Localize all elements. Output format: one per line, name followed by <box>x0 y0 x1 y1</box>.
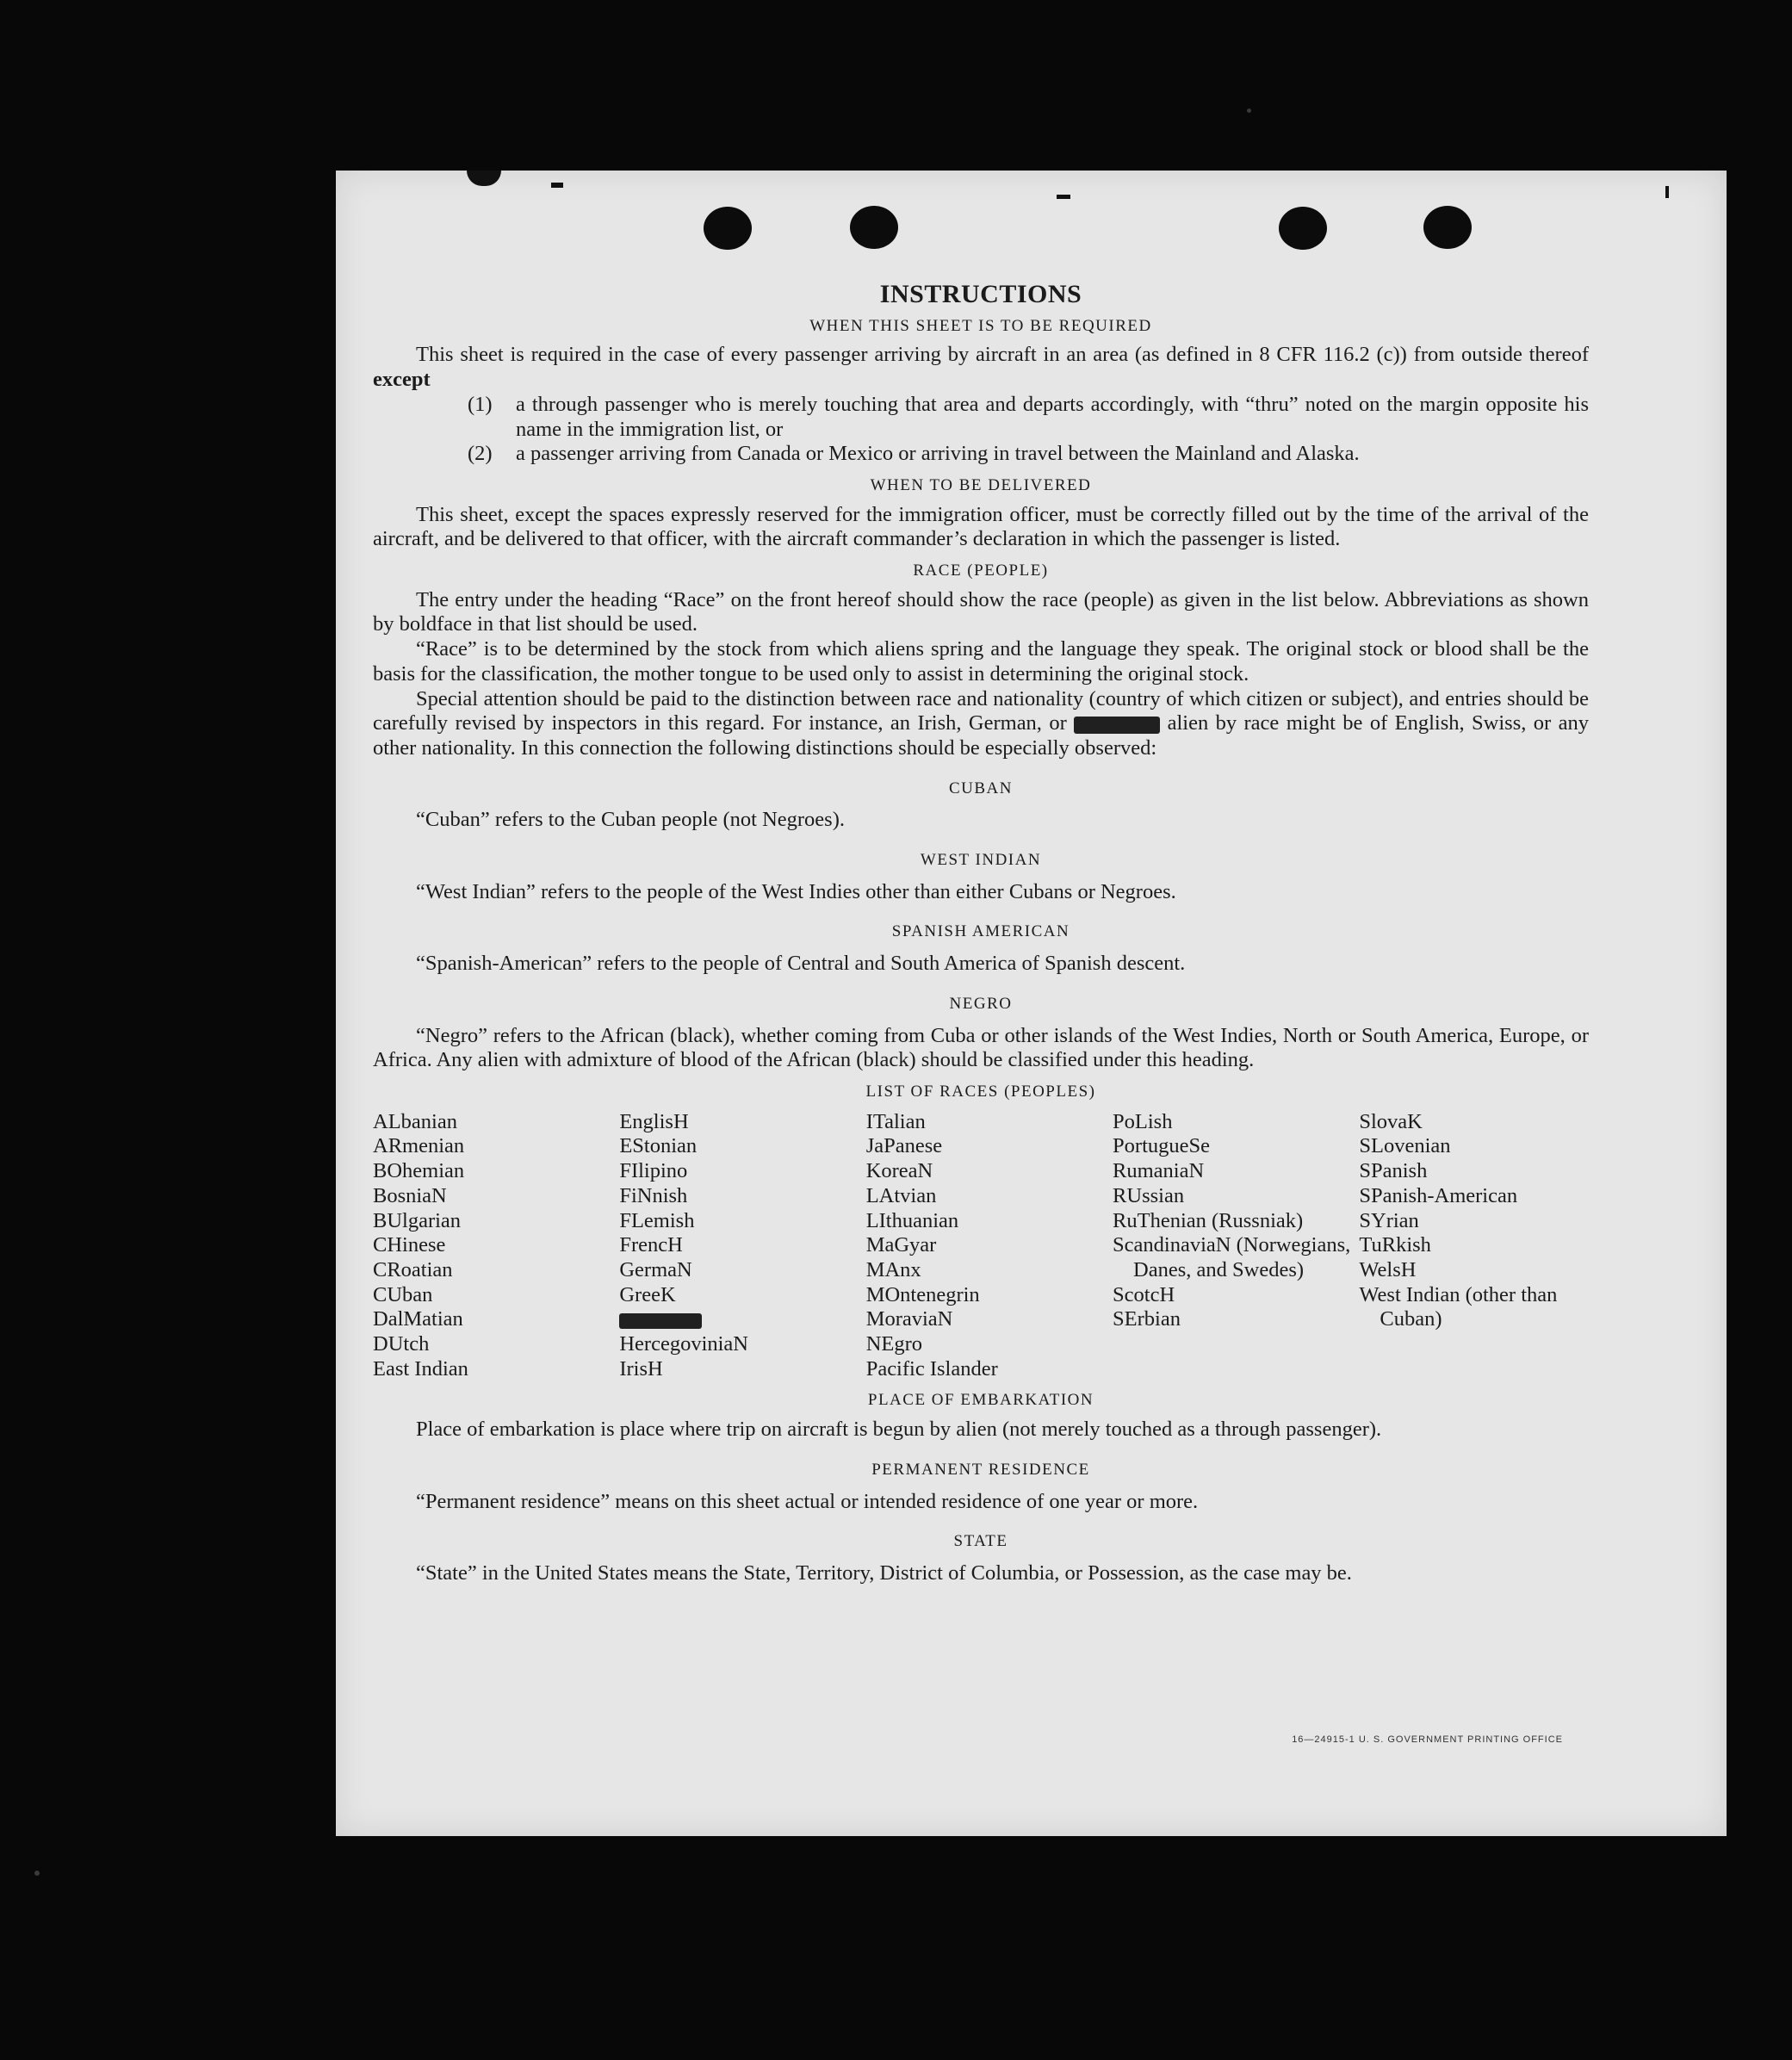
race-item: ALbanian <box>373 1109 457 1133</box>
race-item <box>619 1307 865 1332</box>
race-item: ARmenian <box>373 1134 465 1158</box>
heading-embarkation: PLACE OF EMBARKATION <box>867 1391 1094 1410</box>
paragraph-spanish-american: “Spanish-American” refers to the people of Central and South America of Spanish descent. <box>416 952 1186 976</box>
race-item: BOhemian <box>373 1159 465 1183</box>
race-column <box>373 1110 619 1382</box>
race-item: SErbian <box>1113 1307 1181 1331</box>
paragraph-required <box>373 343 1589 392</box>
race-item: FrencH <box>619 1233 683 1257</box>
race-item: FiNnish <box>619 1183 688 1207</box>
race-item: GermaN <box>619 1257 692 1281</box>
paragraph-residence: “Permanent residence” means on this sheet actual or intended residence of one year or more. <box>416 1489 1199 1513</box>
page-title: INSTRUCTIONS <box>879 280 1082 308</box>
condition-1 <box>468 393 1589 442</box>
race-item: RUssian <box>1113 1183 1185 1207</box>
paragraph-embarkation: Place of embarkation is place where trip on aircraft is begun by alien (not merely touched as a through passenger). <box>416 1418 1382 1442</box>
race-item: LIthuanian <box>865 1208 959 1232</box>
race-item: FIlipino <box>619 1159 688 1183</box>
condition-number: (2) <box>468 442 493 466</box>
race-item: WelsH <box>1359 1257 1417 1281</box>
scan-speck <box>34 1871 40 1876</box>
race-item: RumaniaN <box>1113 1159 1205 1183</box>
race-item: PoLish <box>1113 1109 1173 1133</box>
race-item: MOntenegrin <box>865 1282 980 1306</box>
heading-spanish-american: SPANISH AMERICAN <box>891 922 1070 941</box>
printing-office-code: 16—24915-1 U. S. GOVERNMENT PRINTING OFFICE <box>1292 1734 1563 1745</box>
race-item: MoraviaN <box>865 1307 953 1331</box>
redaction-mark <box>1074 717 1160 734</box>
race-item: SLovenian <box>1359 1134 1451 1158</box>
race-item: BosniaN <box>373 1183 447 1207</box>
race-item: HercegoviniaN <box>619 1332 748 1356</box>
paragraph-cuban: “Cuban” refers to the Cuban people (not Negroes). <box>416 808 845 832</box>
race-item: DUtch <box>373 1332 430 1356</box>
heading-required: WHEN THIS SHEET IS TO BE REQUIRED <box>809 316 1152 335</box>
condition-text: a passenger arriving from Canada or Mexico or arriving in travel between the Mainland and Alaska. <box>516 442 1360 466</box>
paragraph-negro: “Negro” refers to the African (black), whether coming from Cuba or other islands of the West Indies, North or South America, Europe, or Africa. Any alien with admixture of blood of the African (black) should be classified under this heading. <box>373 1023 1589 1072</box>
heading-state: STATE <box>953 1532 1008 1551</box>
race-3-b: alien by race might be of English, Swiss, or any other nationality. In this connection the following distinctions should be especially observed: <box>373 711 1589 760</box>
condition-2 <box>468 442 1589 467</box>
punch-hole <box>1423 206 1472 249</box>
race-column <box>1359 1110 1589 1382</box>
race-item: NEgro <box>865 1332 923 1356</box>
race-item: Pacific Islander <box>865 1356 998 1381</box>
heading-cuban: CUBAN <box>948 779 1013 797</box>
race-item: MAnx <box>865 1257 921 1281</box>
paragraph-race-3 <box>373 687 1589 761</box>
heading-residence: PERMANENT RESIDENCE <box>871 1460 1090 1479</box>
race-list <box>373 1110 1589 1382</box>
heading-west-indian: WEST INDIAN <box>920 851 1042 870</box>
race-item: EStonian <box>619 1134 698 1158</box>
tear-mark <box>551 183 563 188</box>
race-item: West Indian (other than Cuban) <box>1359 1282 1558 1331</box>
race-item: IrisH <box>619 1356 663 1381</box>
heading-negro: NEGRO <box>949 994 1013 1013</box>
heading-delivered: WHEN TO BE DELIVERED <box>870 475 1092 494</box>
tear-mark <box>467 171 501 186</box>
punch-hole <box>1279 207 1327 250</box>
race-item: SYrian <box>1359 1208 1419 1232</box>
paragraph-state: “State” in the United States means the State, Territory, District of Columbia, or Possession, as the case may be. <box>416 1561 1352 1585</box>
punch-hole <box>850 206 898 249</box>
race-item: SPanish-American <box>1359 1183 1518 1207</box>
race-item: PortugueSe <box>1113 1134 1210 1158</box>
document-sheet <box>336 171 1727 1836</box>
required-intro: This sheet is required in the case of every passenger arriving by aircraft in an area (as defined in 8 CFR 116.2 (c)) from outside thereof <box>416 343 1589 367</box>
scan-speck <box>1247 109 1251 113</box>
race-item: CUban <box>373 1282 433 1306</box>
race-item: ITalian <box>865 1109 926 1133</box>
race-item: LAtvian <box>865 1183 937 1207</box>
punch-hole <box>704 207 752 250</box>
heading-list-of-races: LIST OF RACES (PEOPLES) <box>865 1082 1096 1101</box>
race-item: BUlgarian <box>373 1208 462 1232</box>
race-column <box>1113 1110 1359 1382</box>
redaction-mark <box>619 1313 702 1329</box>
race-column <box>619 1110 865 1382</box>
race-item: CRoatian <box>373 1257 453 1281</box>
instructions-text <box>373 282 1589 1586</box>
paragraph-race-1: The entry under the heading “Race” on the front hereof should show the race (people) as given in the list below. Abbreviations as shown by boldface in that list should be used. <box>373 587 1589 636</box>
paragraph-delivered: This sheet, except the spaces expressly reserved for the immigration officer, must be correctly filled out by the time of the arrival of the aircraft, and be delivered to that officer, with the aircraft commander’s declaration in which the passenger is listed. <box>373 502 1589 551</box>
race-item: KoreaN <box>865 1159 933 1183</box>
paragraph-race-2: “Race” is to be determined by the stock from which aliens spring and the language they speak. The original stock or blood shall be the basis for the classification, the mother tongue to be used only to assist in determining the original stock. <box>373 637 1589 686</box>
race-item: SlovaK <box>1359 1109 1423 1133</box>
race-item: FLemish <box>619 1208 695 1232</box>
race-item: ScandinaviaN (Norwegians, Danes, and Swedes) <box>1113 1233 1351 1281</box>
race-item: JaPanese <box>865 1134 943 1158</box>
race-item: East Indian <box>373 1356 468 1381</box>
condition-number: (1) <box>468 392 493 416</box>
race-item: GreeK <box>619 1282 676 1306</box>
tear-mark <box>1665 186 1669 198</box>
race-item: DalMatian <box>373 1307 463 1331</box>
required-except: except <box>373 368 431 392</box>
race-item: EnglisH <box>619 1109 689 1133</box>
race-item: MaGyar <box>865 1233 937 1257</box>
condition-text: a through passenger who is merely touching that area and departs accordingly, with “thru” noted on the margin opposite his name in the immigration list, or <box>516 392 1589 441</box>
race-3-a: Special attention should be paid to the distinction between race and nationality (country of which citizen or subject), and entries should be carefully revised by inspectors in this regard. For instance, an Irish, German, or <box>373 686 1589 735</box>
race-item: TuRkish <box>1359 1233 1431 1257</box>
tear-mark <box>1057 195 1070 199</box>
race-column <box>866 1110 1113 1382</box>
race-item: CHinese <box>373 1233 446 1257</box>
race-item: SPanish <box>1359 1159 1428 1183</box>
heading-race: RACE (PEOPLE) <box>913 562 1049 580</box>
race-item: ScotcH <box>1113 1282 1175 1306</box>
race-item: RuThenian (Russniak) <box>1113 1208 1304 1232</box>
paragraph-west-indian: “West Indian” refers to the people of the West Indies other than either Cubans or Negroes. <box>416 879 1176 903</box>
